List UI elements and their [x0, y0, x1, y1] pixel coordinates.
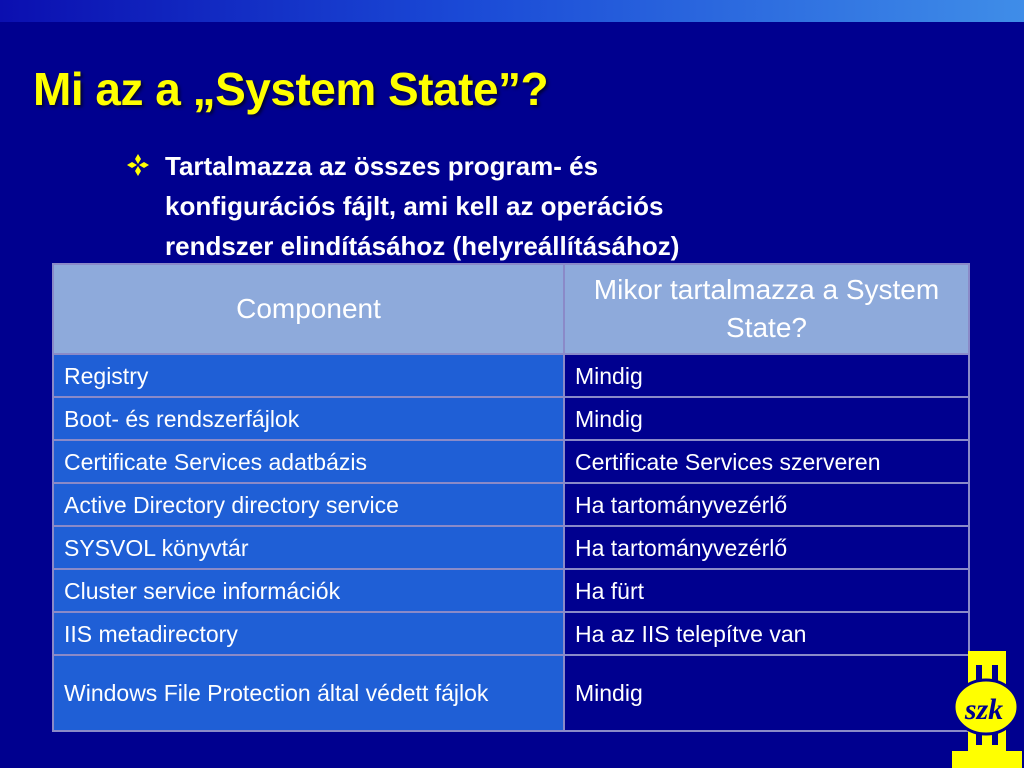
system-state-table [52, 263, 970, 732]
component-cell: Certificate Services adatbázis [53, 440, 564, 483]
table-row [53, 612, 969, 655]
szk-logo-icon [948, 645, 1024, 768]
table-row [53, 526, 969, 569]
table-row [53, 655, 969, 731]
condition-cell: Ha fürt [564, 569, 969, 612]
component-cell: Windows File Protection által védett fájlok [53, 655, 564, 731]
condition-cell: Certificate Services szerveren [564, 440, 969, 483]
header-component: Component [53, 264, 564, 354]
bullet-text [165, 146, 845, 266]
diamond-bullet-icon [127, 154, 149, 176]
component-cell: SYSVOL könyvtár [53, 526, 564, 569]
header-when-included: Mikor tartalmazza a System State? [564, 264, 969, 354]
component-cell: IIS metadirectory [53, 612, 564, 655]
component-cell: Active Directory directory service [53, 483, 564, 526]
condition-cell: Ha tartományvezérlő [564, 483, 969, 526]
condition-cell: Ha az IIS telepítve van [564, 612, 969, 655]
table-row [53, 440, 969, 483]
component-cell: Cluster service információk [53, 569, 564, 612]
table-row [53, 354, 969, 397]
slide-title: Mi az a „System State”? [33, 63, 549, 115]
condition-cell: Mindig [564, 397, 969, 440]
condition-cell: Mindig [564, 655, 969, 731]
top-gradient-bar [0, 0, 1024, 22]
table-row [53, 483, 969, 526]
svg-text:szk: szk [964, 693, 1004, 726]
condition-cell: Mindig [564, 354, 969, 397]
bullet-line-1: Tartalmazza az összes program- és [165, 151, 599, 181]
table-header-row [53, 264, 969, 354]
bullet-line-2: konfigurációs fájlt, ami kell az operációs [165, 191, 664, 221]
table-row [53, 569, 969, 612]
component-cell: Boot- és rendszerfájlok [53, 397, 564, 440]
table-row [53, 397, 969, 440]
condition-cell: Ha tartományvezérlő [564, 526, 969, 569]
component-cell: Registry [53, 354, 564, 397]
bullet-line-3: rendszer elindításához (helyreállításához) [165, 231, 680, 261]
